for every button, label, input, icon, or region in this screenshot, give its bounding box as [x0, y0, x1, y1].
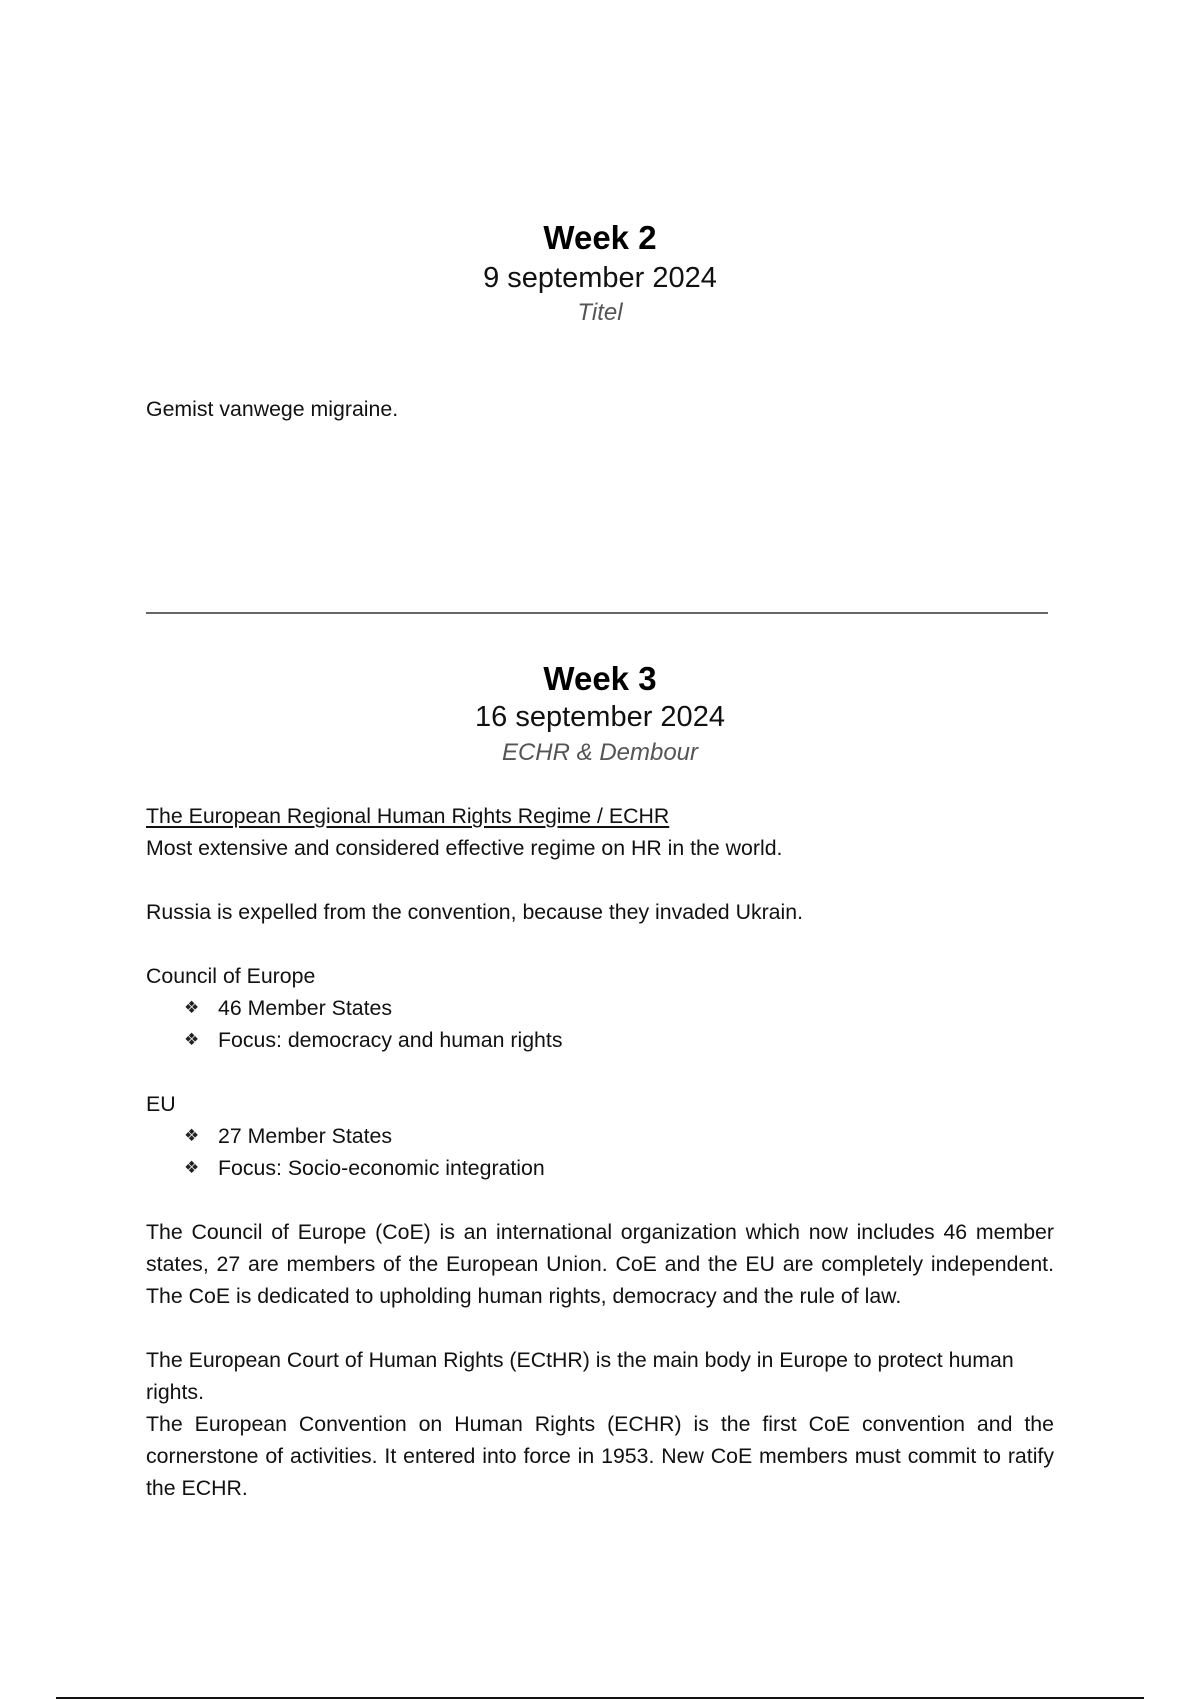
coe-bullet-list — [184, 992, 562, 1056]
section-divider — [146, 612, 1048, 614]
coe-paragraph: The Council of Europe (CoE) is an international organization which now includes 46 member states, 27 are members of the European Union. CoE and the EU are completely independent. The CoE is dedicated to upholding human rights, democracy and the rule of law. — [146, 1220, 1054, 1308]
coe-label: Council of Europe — [146, 964, 316, 988]
echr-paragraph: The European Convention on Human Rights (ECHR) is the first CoE convention and the cornerstone of activities. It entered into force in 1953. New CoE members must commit to ratify the ECHR. — [146, 1412, 1054, 1500]
diamond-bullet-icon: ❖ — [184, 1158, 200, 1177]
list-item — [184, 1024, 562, 1056]
week3-title: Week 3 — [543, 660, 657, 697]
list-item — [184, 1120, 545, 1152]
page-bottom-rule — [56, 1697, 1144, 1699]
section-heading: The European Regional Human Rights Regime / ECHR — [146, 804, 670, 828]
week2-note: Gemist vanwege migraine. — [146, 397, 399, 421]
week2-date: 9 september 2024 — [483, 262, 717, 294]
list-item-text: Focus: Socio-economic integration — [218, 1156, 545, 1180]
diamond-bullet-icon: ❖ — [184, 998, 200, 1017]
eu-label: EU — [146, 1092, 176, 1116]
eu-bullet-list — [184, 1120, 545, 1184]
list-item — [184, 1152, 545, 1184]
week2-title: Week 2 — [543, 219, 657, 256]
list-item — [184, 992, 562, 1024]
diamond-bullet-icon: ❖ — [184, 1030, 200, 1049]
week2-subtitle: Titel — [577, 299, 623, 326]
intro-text: Most extensive and considered effective regime on HR in the world. — [146, 836, 783, 860]
week3-date: 16 september 2024 — [475, 701, 725, 733]
russia-note: Russia is expelled from the convention, because they invaded Ukrain. — [146, 900, 804, 924]
week3-subtitle: ECHR & Dembour — [501, 739, 699, 766]
ecthr-paragraph: The European Court of Human Rights (ECtHR) is the main body in Europe to protect human rights. — [146, 1348, 1014, 1404]
list-item-text: Focus: democracy and human rights — [218, 1028, 563, 1052]
list-item-text: 27 Member States — [218, 1124, 393, 1148]
diamond-bullet-icon: ❖ — [184, 1126, 200, 1145]
list-item-text: 46 Member States — [218, 996, 393, 1020]
